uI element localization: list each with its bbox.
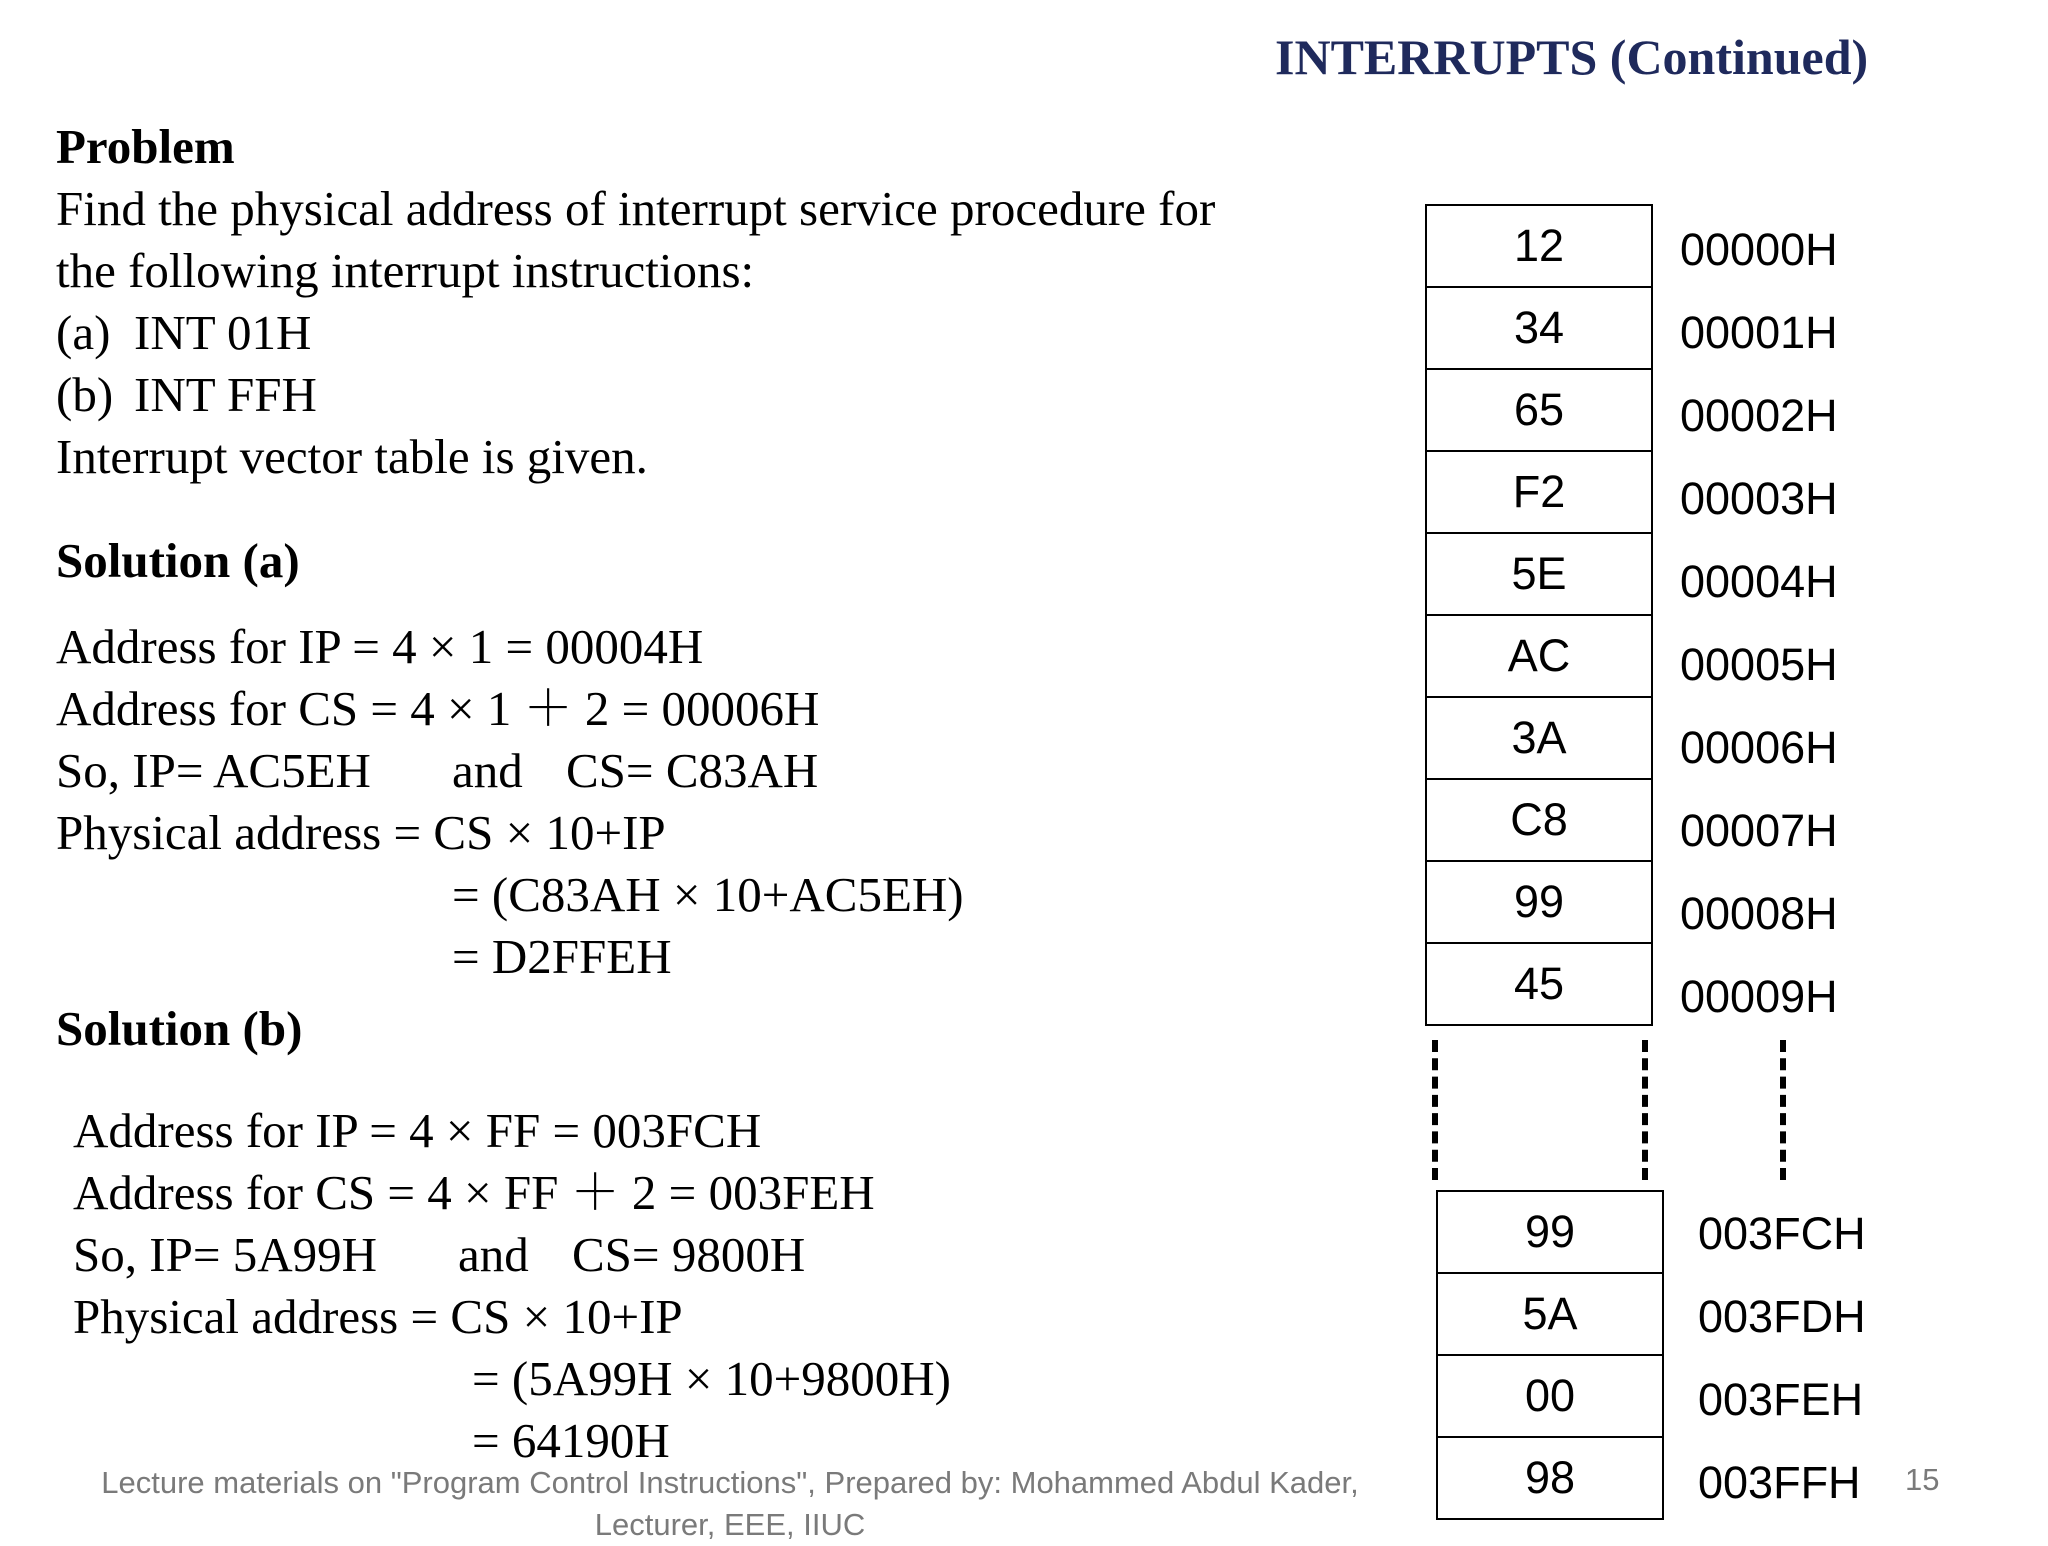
problem-item-b-label: (b) xyxy=(56,367,114,422)
slide-footer xyxy=(60,1462,1400,1546)
table-row xyxy=(1426,369,1652,451)
solution-b-so-and: and xyxy=(458,1227,529,1282)
problem-item-b-text: INT FFH xyxy=(134,367,317,422)
continuation-dash-left xyxy=(1432,1040,1444,1180)
table-row xyxy=(1426,943,1652,1025)
table-row xyxy=(1426,861,1652,943)
solution-a-cs-line: Address for CS = 4 × 1 ＋ 2 = 00006H xyxy=(56,681,820,736)
problem-line-2: the following interrupt instructions: xyxy=(56,243,755,298)
solution-a-so-cs: CS= C83AH xyxy=(566,743,819,798)
memory-address: 003FFH xyxy=(1698,1457,1861,1508)
solution-a-heading: Solution (a) xyxy=(56,533,300,588)
memory-cell: 12 xyxy=(1426,205,1652,287)
solution-a-so-ip: So, IP= AC5EH xyxy=(56,743,371,798)
memory-address: 00009H xyxy=(1680,971,1838,1022)
table-row xyxy=(1437,1273,1663,1355)
problem-heading: Problem xyxy=(56,119,235,174)
page-number: 15 xyxy=(1905,1462,1940,1497)
memory-address: 00000H xyxy=(1680,224,1838,275)
problem-line-3: Interrupt vector table is given. xyxy=(56,429,648,484)
table-row xyxy=(1437,1191,1663,1273)
memory-address: 00007H xyxy=(1680,805,1838,856)
memory-cell: 45 xyxy=(1426,943,1652,1025)
memory-address: 00008H xyxy=(1680,888,1838,939)
solution-b-pa-step: = (5A99H × 10+9800H) xyxy=(472,1351,951,1406)
solution-b-pa-result: = 64190H xyxy=(472,1413,670,1468)
memory-cell: 65 xyxy=(1426,369,1652,451)
memory-cell: 00 xyxy=(1437,1355,1663,1437)
memory-cell: F2 xyxy=(1426,451,1652,533)
continuation-dash-address xyxy=(1780,1040,1792,1180)
continuation-dash-right xyxy=(1642,1040,1654,1180)
table-row xyxy=(1426,533,1652,615)
solution-b-pa-line: Physical address = CS × 10+IP xyxy=(73,1289,683,1344)
memory-cell: C8 xyxy=(1426,779,1652,861)
memory-address: 00003H xyxy=(1680,473,1838,524)
memory-address: 00001H xyxy=(1680,307,1838,358)
solution-b-cs-line: Address for CS = 4 × FF ＋ 2 = 003FEH xyxy=(73,1165,875,1220)
memory-address: 00005H xyxy=(1680,639,1838,690)
solution-b-so-ip: So, IP= 5A99H xyxy=(73,1227,377,1282)
memory-address: 003FEH xyxy=(1698,1374,1864,1425)
memory-cell: 5E xyxy=(1426,533,1652,615)
memory-address: 00002H xyxy=(1680,390,1838,441)
table-row xyxy=(1437,1437,1663,1519)
memory-cell: AC xyxy=(1426,615,1652,697)
solution-b-ip-line: Address for IP = 4 × FF = 003FCH xyxy=(73,1103,762,1158)
table-row xyxy=(1426,779,1652,861)
slide-title: INTERRUPTS (Continued) xyxy=(1275,29,1869,85)
solution-a-ip-line: Address for IP = 4 × 1 = 00004H xyxy=(56,619,704,674)
memory-cell: 98 xyxy=(1437,1437,1663,1519)
table-row xyxy=(1426,697,1652,779)
problem-item-a-label: (a) xyxy=(56,305,111,360)
memory-cell: 99 xyxy=(1426,861,1652,943)
memory-address: 00006H xyxy=(1680,722,1838,773)
vector-table-top-addresses xyxy=(1680,208,1838,1038)
vector-table-top xyxy=(1425,204,1653,1026)
solution-b-so-cs: CS= 9800H xyxy=(572,1227,806,1282)
vector-table-bottom xyxy=(1436,1190,1664,1520)
problem-item-a-text: INT 01H xyxy=(134,305,312,360)
footer-line-1: Lecture materials on "Program Control Instructions", Prepared by: Mohammed Abdul Kader, xyxy=(101,1465,1359,1500)
memory-cell: 34 xyxy=(1426,287,1652,369)
table-row xyxy=(1426,205,1652,287)
memory-cell: 99 xyxy=(1437,1191,1663,1273)
vector-table-bottom-addresses xyxy=(1698,1192,1866,1524)
table-row xyxy=(1426,615,1652,697)
solution-a-pa-result: = D2FFEH xyxy=(452,929,672,984)
table-row xyxy=(1426,287,1652,369)
footer-line-2: Lecturer, EEE, IIUC xyxy=(594,1507,866,1542)
solution-a-pa-step: = (C83AH × 10+AC5EH) xyxy=(452,867,964,922)
solution-a-so-and: and xyxy=(452,743,523,798)
memory-cell: 3A xyxy=(1426,697,1652,779)
memory-address: 003FDH xyxy=(1698,1291,1866,1342)
problem-line-1: Find the physical address of interrupt service procedure for xyxy=(56,181,1216,236)
memory-address: 003FCH xyxy=(1698,1208,1866,1259)
table-row xyxy=(1426,451,1652,533)
memory-cell: 5A xyxy=(1437,1273,1663,1355)
solution-b-heading: Solution (b) xyxy=(56,1001,303,1056)
memory-address: 00004H xyxy=(1680,556,1838,607)
solution-a-pa-line: Physical address = CS × 10+IP xyxy=(56,805,666,860)
table-row xyxy=(1437,1355,1663,1437)
